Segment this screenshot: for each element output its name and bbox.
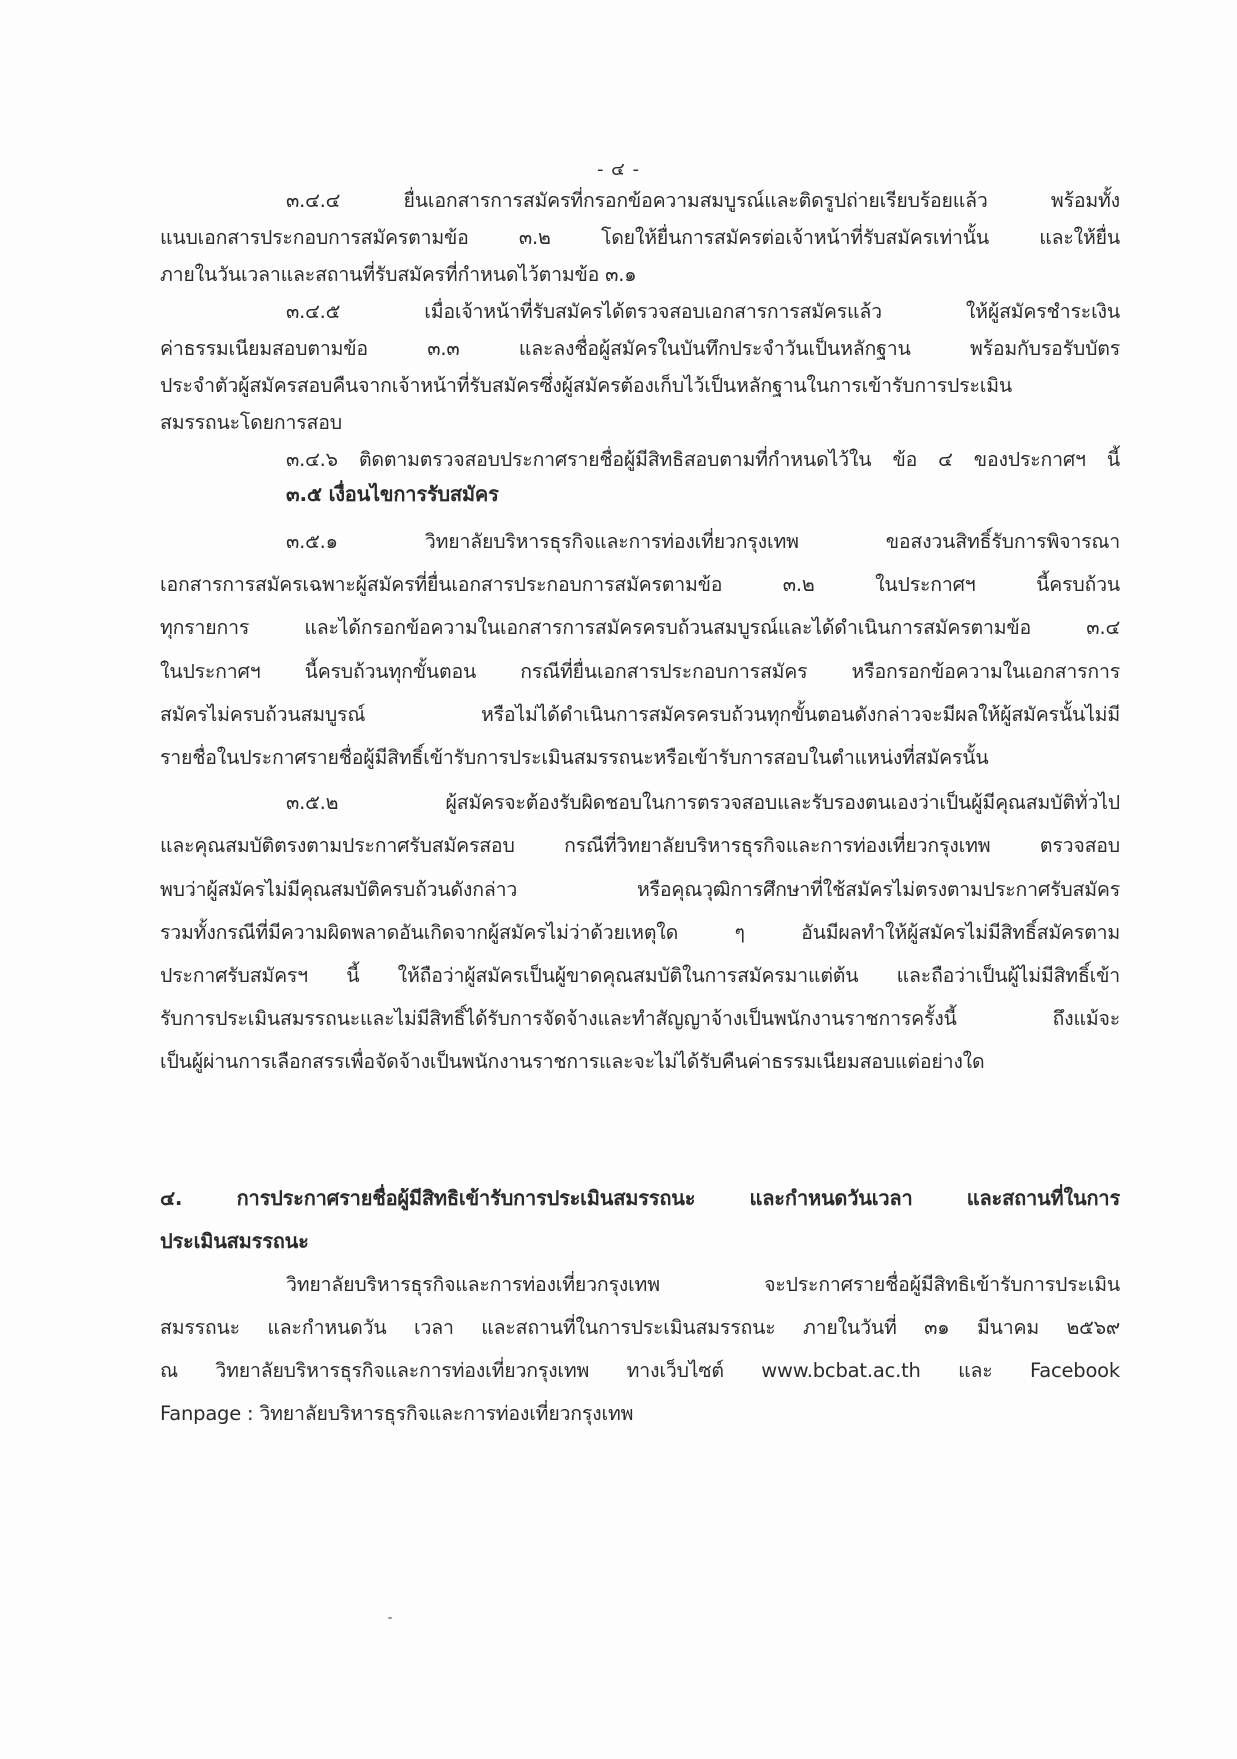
paragraph-line: ๓.๔.๔ ยื่นเอกสารการสมัครที่กรอกข้อความสมบูรณ์และติดรูปถ่ายเรียบร้อยแล้ว พร้อมทั้ง: [286, 189, 1120, 212]
paragraph-line: ๓.๔.๖ ติดตามตรวจสอบประกาศรายชื่อผู้มีสิทธิสอบตามที่กำหนดไว้ใน ข้อ ๔ ของประกาศฯ นี้: [286, 448, 1120, 471]
paragraph-line: สมัครไม่ครบถ้วนสมบูรณ์ หรือไม่ได้ดำเนินการสมัครครบถ้วนทุกขั้นตอนดังกล่าวจะมีผลให้ผู้สมัครนั้นไม่มี: [160, 703, 1120, 726]
paragraph-line: ภายในวันเวลาและสถานที่รับสมัครที่กำหนดไว้ตามข้อ ๓.๑: [160, 263, 637, 286]
paragraph-line: ค่าธรรมเนียมสอบตามข้อ ๓.๓ และลงชื่อผู้สมัครในบันทึกประจำวันเป็นหลักฐาน พร้อมกับรอรับบัตร: [160, 337, 1120, 360]
heading-line: ประเมินสมรรถนะ: [160, 1229, 309, 1253]
paragraph-line: รับการประเมินสมรรถนะและไม่มีสิทธิ์ได้รับการจัดจ้างและทำสัญญาจ้างเป็นพนักงานราชการครั้งนี้ ถึงแม้จะ: [160, 1007, 1120, 1030]
paragraph-line: รวมทั้งกรณีที่มีความผิดพลาดอันเกิดจากผู้สมัครไม่ว่าด้วยเหตุใด ๆ อันมีผลทำให้ผู้สมัครไม่มีสิทธิ์สมัครตาม: [160, 921, 1120, 944]
heading-line: ๔. การประกาศรายชื่อผู้มีสิทธิเข้ารับการประเมินสมรรถนะ และกำหนดวันเวลา และสถานที่ในการ: [160, 1186, 1120, 1210]
paragraph-line: เอกสารการสมัครเฉพาะผู้สมัครที่ยื่นเอกสารประกอบการสมัครตามข้อ ๓.๒ ในประกาศฯ นี้ครบถ้วน: [160, 573, 1120, 596]
paragraph-line: ในประกาศฯ นี้ครบถ้วนทุกขั้นตอน กรณีที่ยื่นเอกสารประกอบการสมัคร หรือกรอกข้อความในเอกสารการ: [160, 660, 1120, 683]
paragraph-line: วิทยาลัยบริหารธุรกิจและการท่องเที่ยวกรุงเทพ จะประกาศรายชื่อผู้มีสิทธิเข้ารับการประเมิน: [286, 1273, 1120, 1296]
paragraph-line: เป็นผู้ผ่านการเลือกสรรเพื่อจัดจ้างเป็นพนักงานราชการและจะไม่ได้รับคืนค่าธรรมเนียมสอบแต่อย่างใด: [160, 1050, 985, 1073]
paragraph-line: ๓.๕.๑ วิทยาลัยบริหารธุรกิจและการท่องเที่ยวกรุงเทพ ขอสงวนสิทธิ์รับการพิจารณา: [286, 530, 1120, 553]
paragraph-line: สมรรถนะ และกำหนดวัน เวลา และสถานที่ในการประเมินสมรรถนะ ภายในวันที่ ๓๑ มีนาคม ๒๕๖๙: [160, 1316, 1120, 1339]
paragraph-line: รายชื่อในประกาศรายชื่อผู้มีสิทธิ์เข้ารับการประเมินสมรรถนะหรือเข้ารับการสอบในตำแหน่งที่สมัครนั้น: [160, 746, 989, 769]
paragraph-line: ทุกรายการ และได้กรอกข้อความในเอกสารการสมัครครบถ้วนสมบูรณ์และได้ดำเนินการสมัครตามข้อ ๓.๔: [160, 616, 1120, 639]
paragraph-line: ๓.๕.๒ ผู้สมัครจะต้องรับผิดชอบในการตรวจสอบและรับรองตนเองว่าเป็นผู้มีคุณสมบัติทั่วไป: [286, 791, 1120, 814]
paragraph-line: สมรรถนะโดยการสอบ: [160, 411, 342, 434]
paragraph-line: ประกาศรับสมัครฯ นี้ ให้ถือว่าผู้สมัครเป็นผู้ขาดคุณสมบัติในการสมัครมาแต่ต้น และถือว่าเป็นผู้ไม่มีสิทธิ์เข้า: [160, 964, 1120, 987]
paragraph-line: พบว่าผู้สมัครไม่มีคุณสมบัติครบถ้วนดังกล่าว หรือคุณวุฒิการศึกษาที่ใช้สมัครไม่ตรงตามประกาศรับสมัคร: [160, 878, 1120, 901]
scan-speck: [388, 1617, 392, 1619]
paragraph-line: และคุณสมบัติตรงตามประกาศรับสมัครสอบ กรณีที่วิทยาลัยบริหารธุรกิจและการท่องเที่ยวกรุงเทพ ตรวจสอบ: [160, 834, 1120, 857]
paragraph-line: Fanpage : วิทยาลัยบริหารธุรกิจและการท่องเที่ยวกรุงเทพ: [160, 1402, 634, 1425]
section-heading-3-5: ๓.๕ เงื่อนไขการรับสมัคร: [286, 482, 499, 506]
paragraph-line: แนบเอกสารประกอบการสมัครตามข้อ ๓.๒ โดยให้ยื่นการสมัครต่อเจ้าหน้าที่รับสมัครเท่านั้น และให้ยื่น: [160, 226, 1120, 249]
paragraph-line: ประจำตัวผู้สมัครสอบคืนจากเจ้าหน้าที่รับสมัครซึ่งผู้สมัครต้องเก็บไว้เป็นหลักฐานในการเข้ารับการประเมิน: [160, 374, 1012, 397]
paragraph-line: ๓.๔.๕ เมื่อเจ้าหน้าที่รับสมัครได้ตรวจสอบเอกสารการสมัครแล้ว ให้ผู้สมัครชำระเงิน: [286, 300, 1120, 323]
paragraph-line: ณ วิทยาลัยบริหารธุรกิจและการท่องเที่ยวกรุงเทพ ทางเว็บไซต์ www.bcbat.ac.th และ Facebook: [160, 1359, 1120, 1382]
page-number: - ๔ -: [596, 159, 641, 180]
